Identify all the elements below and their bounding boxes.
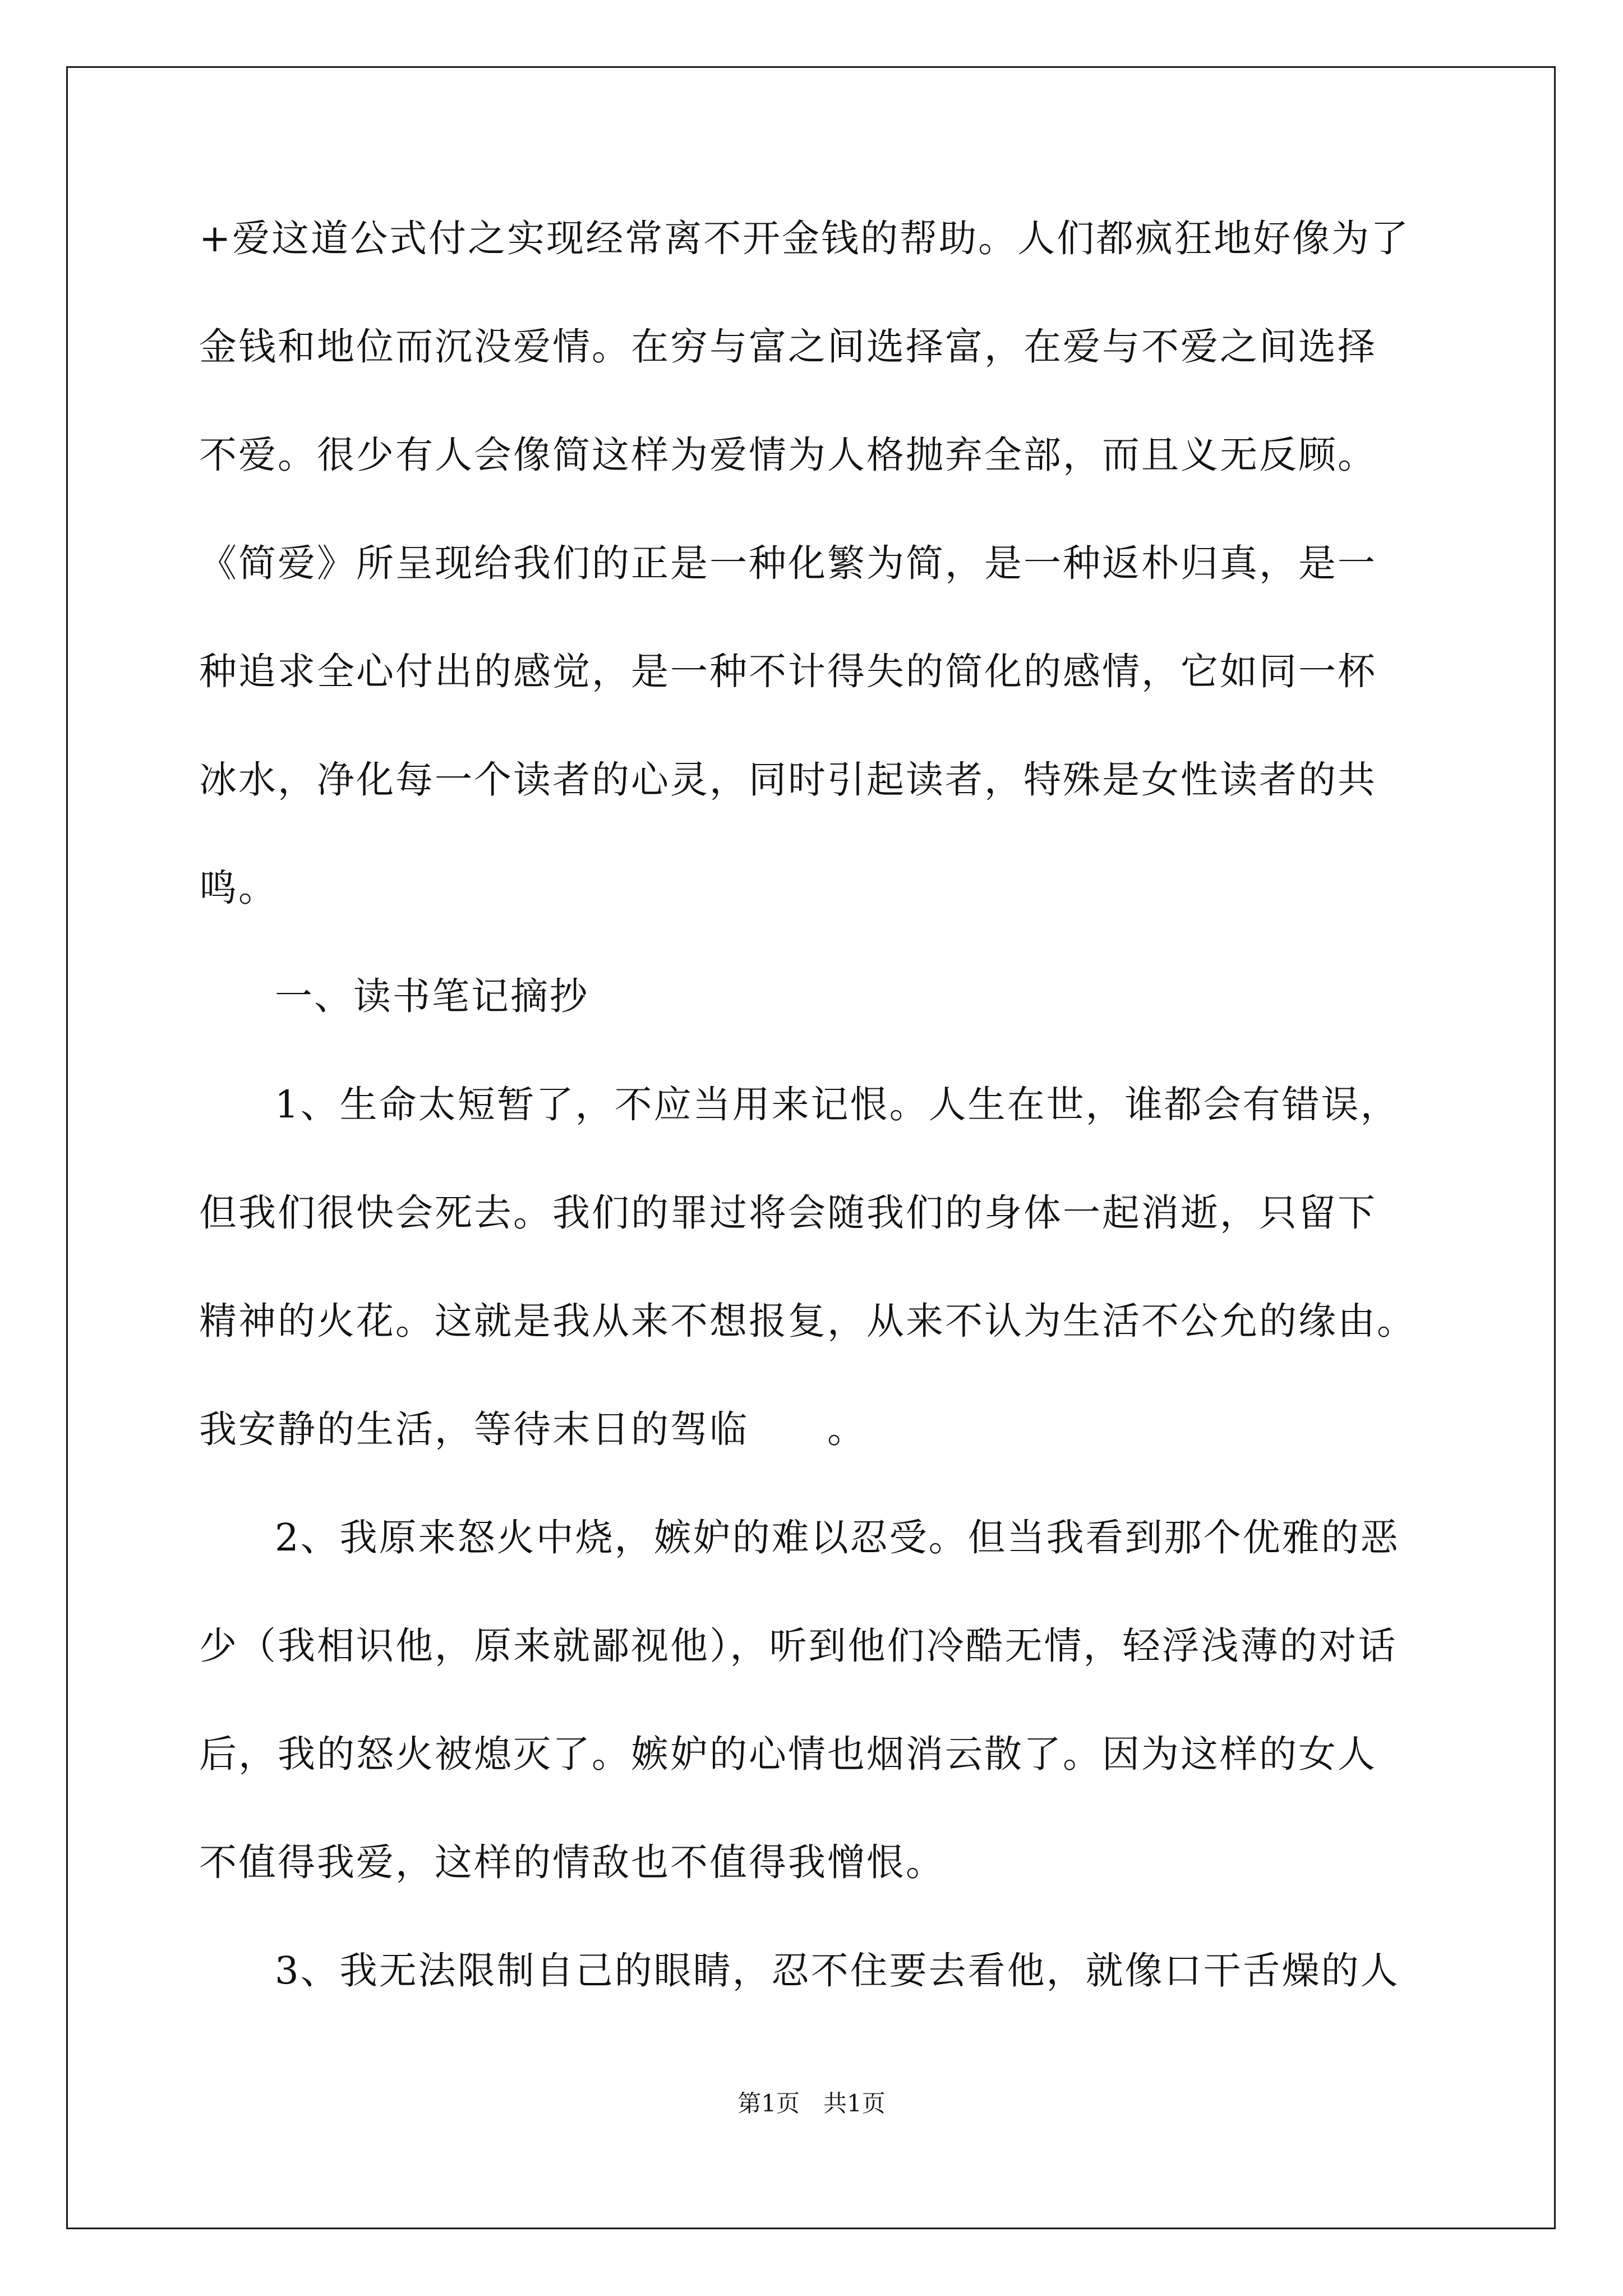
text-line: 3、我无法限制自己的眼睛，忍不住要去看他，就像口干舌燥的人 (275, 1949, 1400, 1993)
section-heading: 一、读书笔记摘抄 (275, 974, 589, 1018)
text-line: 种追求全心付出的感觉，是一种不计得失的简化的感情，它如同一杯 (199, 650, 1377, 693)
text-line: 金钱和地位而沉没爱情。在穷与富之间选择富，在爱与不爱之间选择 (199, 325, 1377, 369)
text-line: +爱这道公式付之实现经常离不开金钱的帮助。人们都疯狂地好像为了 (199, 217, 1410, 260)
text-line: 鸣。 (199, 866, 278, 910)
text-line: 我安静的生活，等待末日的驾临 。 (199, 1407, 866, 1451)
text-line: 《简爱》所呈现给我们的正是一种化繁为简，是一种返朴归真，是一 (199, 541, 1377, 585)
text-line: 后，我的怒火被熄灭了。嫉妒的心情也烟消云散了。因为这样的女人 (199, 1732, 1377, 1776)
text-line: 少（我相识他，原来就鄙视他），听到他们冷酷无情，轻浮浅薄的对话 (199, 1624, 1398, 1668)
text-line: 不值得我爱，这样的情敌也不值得我憎恨。 (199, 1841, 945, 1884)
text-line: 1、生命太短暂了，不应当用来记恨。人生在世，谁都会有错误， (275, 1083, 1400, 1126)
text-line: 冰水，净化每一个读者的心灵，同时引起读者，特殊是女性读者的共 (199, 758, 1377, 802)
page-border (66, 66, 1556, 2229)
text-line: 精神的火花。这就是我从来不想报复，从来不认为生活不公允的缘由。 (199, 1299, 1416, 1343)
page-number-footer: 第1页 共1页 (737, 2090, 886, 2117)
text-line: 但我们很快会死去。我们的罪过将会随我们的身体一起消逝，只留下 (199, 1191, 1377, 1235)
text-line: 2、我原来怒火中烧，嫉妒的难以忍受。但当我看到那个优雅的恶 (275, 1516, 1400, 1559)
text-line: 不爱。很少有人会像简这样为爱情为人格抛弃全部，而且义无反顾。 (199, 433, 1377, 477)
